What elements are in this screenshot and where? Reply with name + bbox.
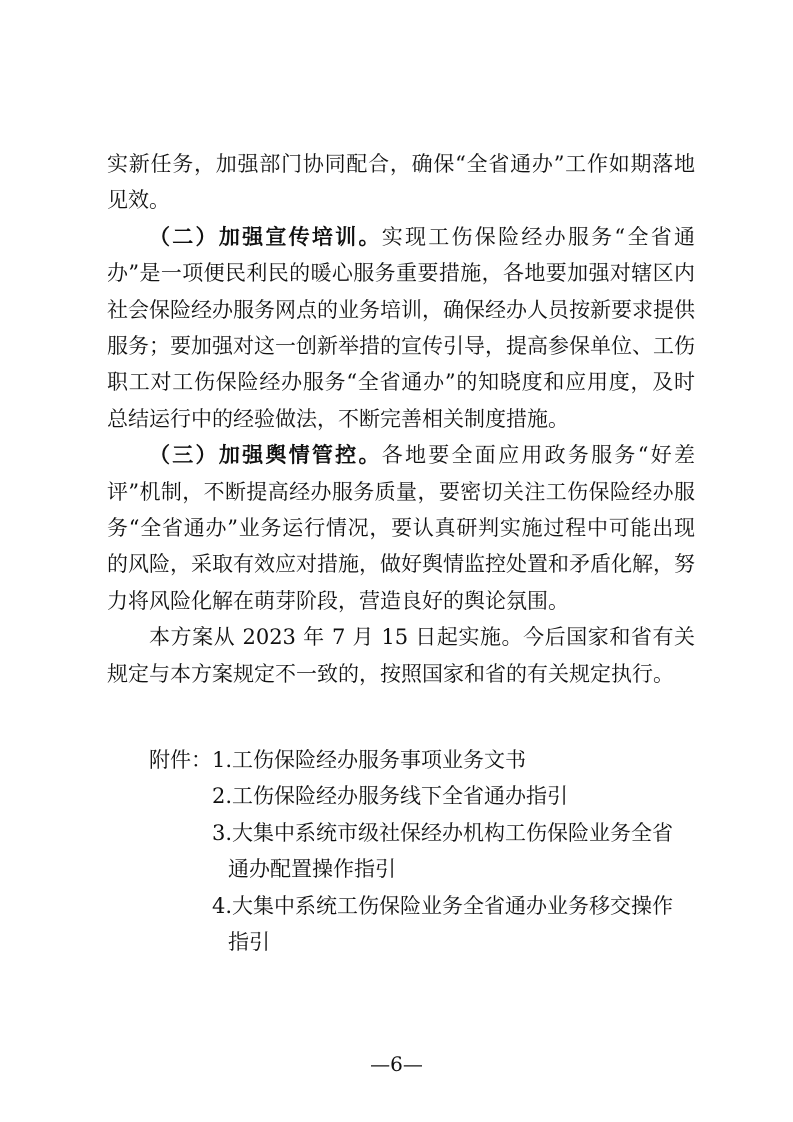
attachment-item — [149, 815, 695, 888]
attachment-title-continuation: 通办配置操作指引 — [228, 857, 396, 882]
paragraph-effective-date — [107, 619, 695, 692]
paragraph-public-opinion — [107, 437, 695, 619]
paragraph-text: 各地要全面应用政务服务“好差评”机制，不断提高经办服务质量，要密切关注工伤保险经办服务“全省通办”业务运行情况，要认真研判实施过程中可能出现的风险，采取有效应对措施，做好舆情监控处置和矛盾化解，努力将风险化解在萌芽阶段，营造良好的舆论氛围。 — [107, 443, 695, 613]
paragraph-text: 本方案从 2023 年 7 月 15 日起实施。今后国家和省有关规定与本方案规定不一致的，按照国家和省的有关规定执行。 — [107, 625, 695, 686]
section-heading: （二）加强宣传培训。 — [149, 224, 382, 249]
paragraph-continuation — [107, 146, 695, 219]
attachment-item — [149, 888, 695, 961]
document-body — [107, 146, 695, 692]
attachment-item — [149, 778, 695, 814]
attachments-list — [149, 742, 695, 960]
paragraph-publicity-training — [107, 219, 695, 437]
page-number: —6— — [370, 1052, 423, 1076]
section-heading: （三）加强舆情管控。 — [149, 443, 382, 468]
attachment-title: 4.大集中系统工伤保险业务全省通办业务移交操作 — [212, 893, 674, 918]
attachment-title: 3.大集中系统市级社保经办机构工伤保险业务全省 — [212, 820, 674, 845]
attachment-item — [149, 742, 695, 778]
paragraph-text: 实新任务，加强部门协同配合，确保“全省通办”工作如期落地见效。 — [107, 152, 695, 213]
paragraph-text: 实现工伤保险经办服务“全省通办”是一项便民利民的暖心服务重要措施，各地要加强对辖区内社会保险经办服务网点的业务培训，确保经办人员按新要求提供服务；要加强对这一创新举措的宣传引导，提高参保单位、工伤职工对工伤保险经办服务“全省通办”的知晓度和应用度，及时总结运行中的经验做法，不断完善相关制度措施。 — [107, 224, 695, 431]
attachments-label: 附件： — [149, 748, 212, 772]
attachment-title-continuation: 指引 — [228, 930, 270, 955]
attachment-title: 1.工伤保险经办服务事项业务文书 — [212, 748, 527, 772]
attachment-title: 2.工伤保险经办服务线下全省通办指引 — [212, 784, 569, 809]
